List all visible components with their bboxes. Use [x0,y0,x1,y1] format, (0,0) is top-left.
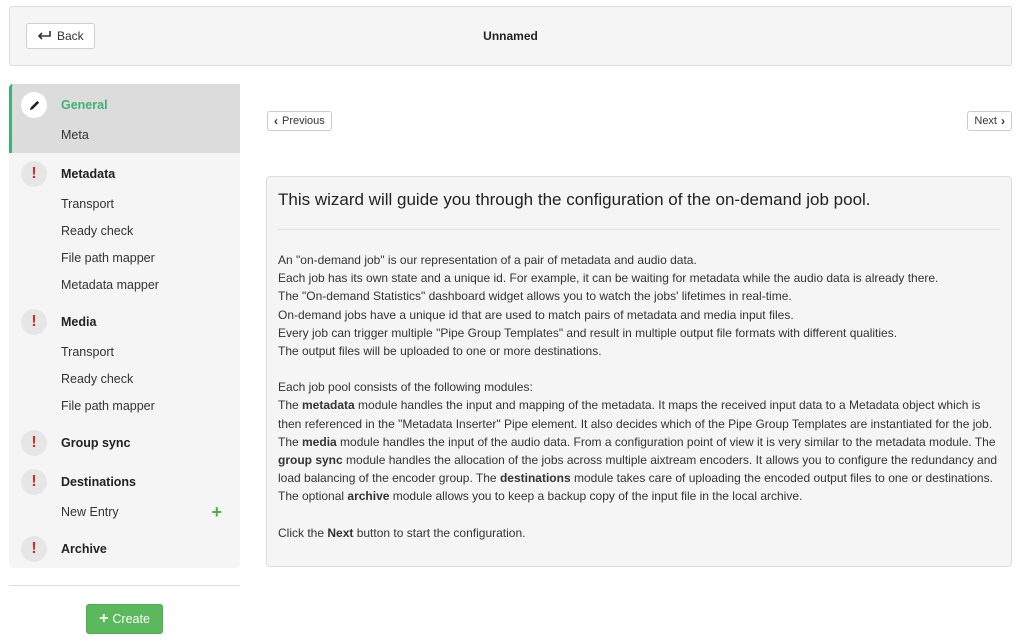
sidebar-item-meta[interactable]: Meta [61,128,89,142]
exclamation-icon: ! [21,309,47,335]
sidebar-item-archive[interactable] [9,532,240,566]
wizard-intro-panel [266,176,1012,567]
header-bar [9,6,1012,66]
sidebar-item-group-sync[interactable] [9,426,240,460]
intro-line: The "On-demand Statistics" dashboard widget allows you to watch the jobs' lifetimes in real-time. [278,289,792,304]
sidebar-item-label: Archive [61,542,107,556]
intro-line: The output files will be uploaded to one or more destinations. [278,344,602,359]
sidebar-item-label: Destinations [61,475,137,489]
page-title: Unnamed [483,29,538,43]
modules-intro: Each job pool consists of the following modules: [278,380,533,395]
sidebar-item-label: General [61,98,108,112]
sidebar-item-metadata-file-path-mapper[interactable]: File path mapper [61,251,155,265]
pencil-icon [21,92,47,118]
sidebar-item-media-transport[interactable]: Transport [61,345,115,359]
sidebar-divider [9,585,240,586]
create-button[interactable] [86,604,163,634]
sidebar-section-group-sync [9,426,240,460]
previous-button[interactable] [267,111,332,131]
panel-heading: This wizard will guide you through the configuration of the on-demand job pool. [278,190,871,209]
sidebar-item-destinations[interactable] [9,465,240,499]
modules-description: The metadata module handles the input and mapping of the metadata. It maps the received input data to a Metadata object which is then referenced in the "Metadata Inserter" Pipe element. It also decides which of the Pipe Group Templates are instantiated for the job. The media module handles the input of the audio data. From a configuration point of view it is very similar to the metadata module. The group sync module handles the allocation of the jobs across multiple aixtream encoders. It allows you to configure the redundancy and load balancing of the encoder group. The destinations module takes care of uploading the encoded output files to one or destinations. The optional archive module allows you to keep a backup copy of the input file in the local archive. [278,398,998,504]
previous-label: Previous [282,115,325,127]
create-label: Create [112,612,150,626]
sidebar-item-label: Media [61,315,97,329]
next-button[interactable] [967,111,1012,131]
next-label: Next [974,115,997,127]
intro-line: Every job can trigger multiple "Pipe Group Templates" and result in multiple output file formats with different qualities. [278,325,898,340]
sidebar-item-metadata[interactable] [9,157,240,191]
sidebar-section-archive [9,532,240,566]
panel-body [278,251,1003,542]
exclamation-icon: ! [21,161,47,187]
heading-divider [278,229,1000,230]
intro-line: An "on-demand job" is our representation of a pair of metadata and audio data. [278,253,697,267]
sidebar-section-media [9,305,240,420]
exclamation-icon: ! [21,536,47,562]
intro-line: Each job has its own state and a unique id. For example, it can be waiting for metadata while the audio data is already there. [278,271,939,286]
sidebar-item-metadata-mapper[interactable]: Metadata mapper [61,278,159,292]
spacer [278,506,1003,524]
back-label: Back [57,29,84,43]
sidebar-section-general [9,84,240,153]
plus-icon: + [99,610,109,627]
chevron-left-icon: ‹ [274,114,278,128]
sidebar-item-metadata-transport[interactable]: Transport [61,197,115,211]
closing-line: Click the Next button to start the configuration. [278,525,526,540]
sidebar-item-media-file-path-mapper[interactable]: File path mapper [61,399,155,413]
sidebar-item-label: Metadata [61,167,116,181]
chevron-right-icon: › [1001,114,1005,128]
exclamation-icon: ! [21,430,47,456]
wizard-sidebar [9,84,240,568]
sidebar-item-new-entry[interactable] [9,499,240,526]
plus-icon[interactable]: + [211,502,222,522]
sidebar-item-metadata-ready-check[interactable]: Ready check [61,224,134,238]
sidebar-item-media-ready-check[interactable]: Ready check [61,372,134,386]
sidebar-item-general[interactable] [12,88,240,122]
spacer [278,360,1003,378]
exclamation-icon: ! [21,469,47,495]
sidebar-item-media[interactable] [9,305,240,339]
intro-line: On-demand jobs have a unique id that are used to match pairs of metadata and media input files. [278,307,794,322]
sidebar-item-label: New Entry [61,505,119,519]
sidebar-section-metadata [9,157,240,299]
sidebar-section-destinations [9,465,240,526]
sidebar-item-label: Group sync [61,436,131,450]
